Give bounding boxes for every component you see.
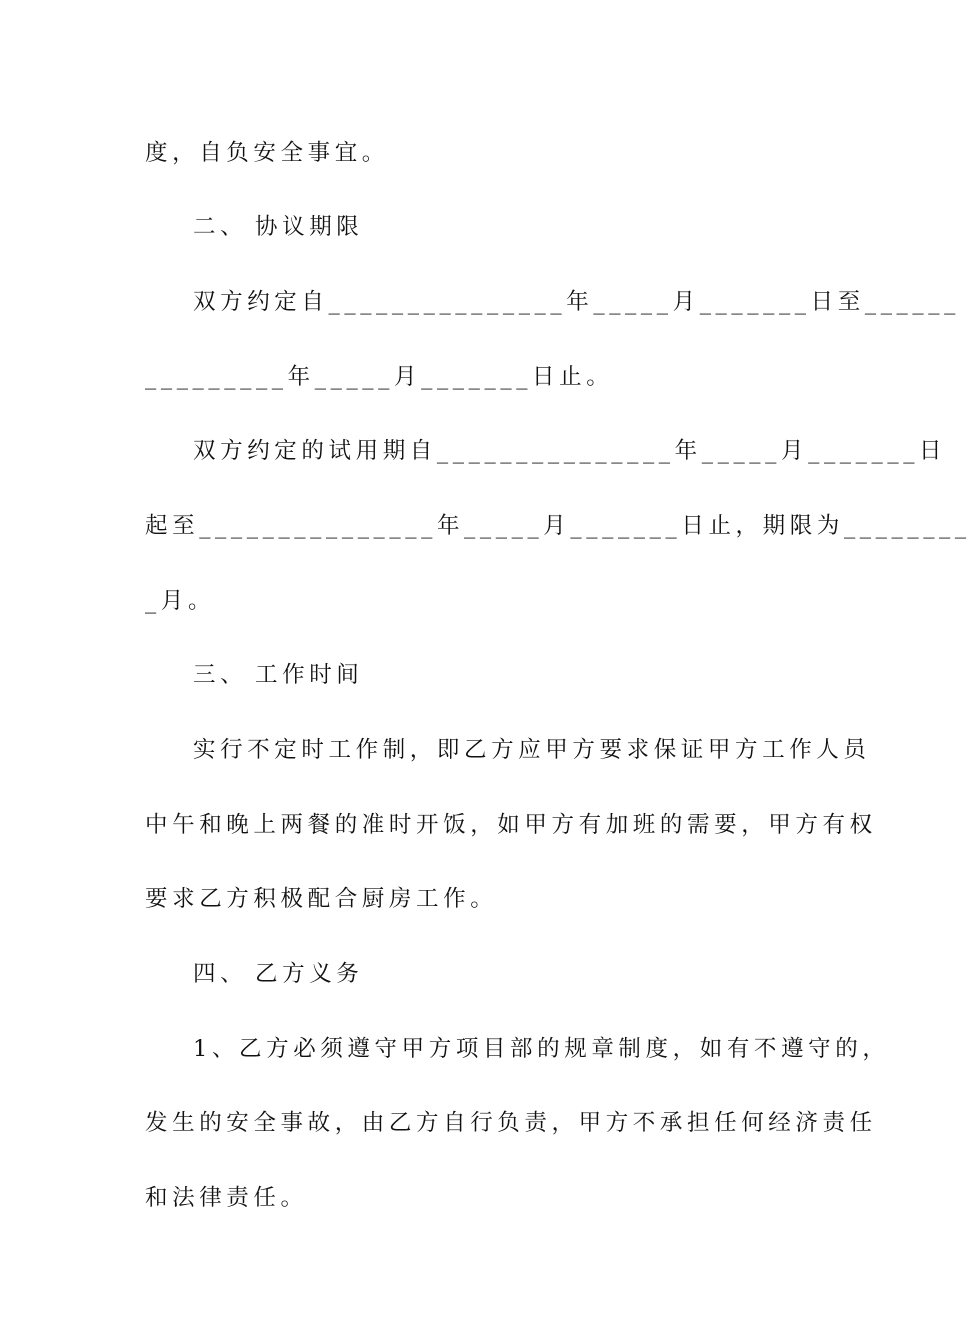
section-number: 四、 — [193, 961, 248, 987]
section-title: 工作时间 — [255, 662, 364, 688]
text-line: _________年_____月_______日止。 — [145, 364, 614, 390]
section-heading-3 — [193, 660, 810, 690]
text-line: 发生的安全事故，由乙方自行负责，甲方不承担任何经济责任 — [145, 1110, 877, 1136]
section-number: 三、 — [193, 662, 248, 688]
text-line: 中午和晚上两餐的准时开饭，如甲方有加班的需要，甲方有权 — [145, 812, 877, 838]
text-line: 双方约定的试用期自_______________年_____月_______日 — [193, 438, 947, 464]
section-number: 二、 — [193, 214, 248, 240]
text-line: 实行不定时工作制，即乙方应甲方要求保证甲方工作人员 — [193, 737, 871, 763]
text-line: 起至_______________年_____月_______日止，期限为________ — [145, 513, 971, 539]
text-line: 和法律责任。 — [145, 1185, 308, 1211]
text-line: _月。 — [145, 588, 216, 614]
section-heading-2 — [193, 212, 810, 242]
text-line: 要求乙方积极配合厨房工作。 — [145, 886, 498, 912]
text-line: 度，自负安全事宜。 — [145, 140, 389, 166]
section-title: 协议期限 — [255, 214, 364, 240]
text-line: 1、乙方必须遵守甲方项目部的规章制度，如有不遵守的， — [193, 1036, 890, 1062]
text-line: 双方约定自_______________年_____月_______日至______ — [193, 289, 960, 315]
section-title: 乙方义务 — [255, 961, 364, 987]
section-heading-4 — [193, 959, 810, 989]
